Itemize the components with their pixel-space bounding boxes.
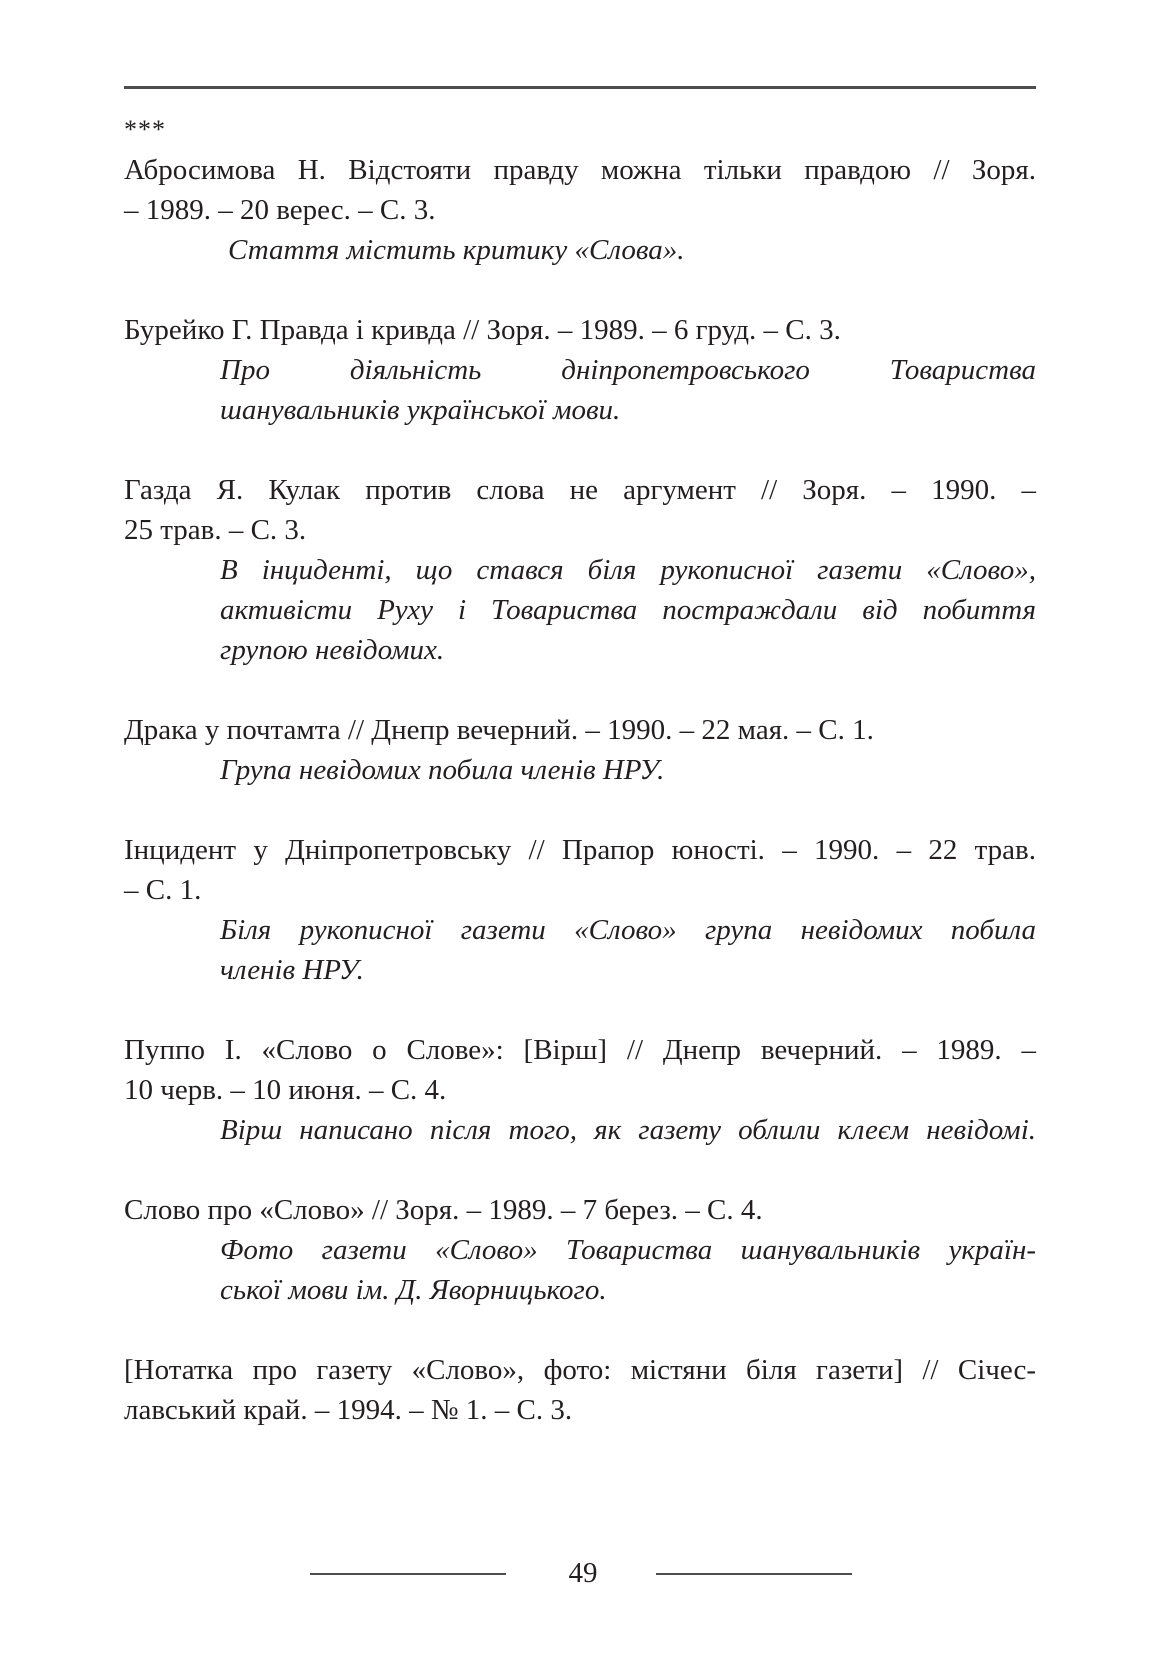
annotation <box>124 550 1036 670</box>
annotation-line: групою невідомих. <box>220 634 445 666</box>
bibliography-entry <box>124 150 1036 270</box>
citation-line: – 1989. – 20 верес. – С. 3. <box>124 194 436 226</box>
annotation <box>124 350 1036 430</box>
annotation <box>124 750 1036 790</box>
citation <box>124 150 1036 230</box>
annotation-line: Фото газети «Слово» Товариства шанувальників україн- <box>220 1234 1036 1266</box>
citation-line: Газда Я. Кулак против слова не аргумент // Зоря. – 1990. – <box>124 474 1036 506</box>
annotation-line: членів НРУ. <box>220 954 364 986</box>
citation-line: – С. 1. <box>124 874 202 906</box>
annotation <box>124 230 1036 270</box>
citation-line: 10 черв. – 10 июня. – С. 4. <box>124 1074 447 1106</box>
citation <box>124 1190 1036 1230</box>
citation-line: 25 трав. – С. 3. <box>124 514 307 546</box>
citation-line: Бурейко Г. Правда і кривда // Зоря. – 1989. – 6 груд. – С. 3. <box>124 314 841 346</box>
annotation <box>124 1110 1036 1150</box>
citation <box>124 470 1036 550</box>
citation-line: лавський край. – 1994. – № 1. – С. 3. <box>124 1394 573 1426</box>
bibliography-entry <box>124 1350 1036 1430</box>
citation-line: Слово про «Слово» // Зоря. – 1989. – 7 берез. – С. 4. <box>124 1194 763 1226</box>
citation <box>124 310 1036 350</box>
bibliography-entry <box>124 830 1036 990</box>
bibliography-entry <box>124 1190 1036 1310</box>
page-footer <box>0 1553 1166 1593</box>
citation-line: Інцидент у Дніпропетровську // Прапор юності. – 1990. – 22 трав. <box>124 834 1036 866</box>
section-separator: *** <box>124 115 166 144</box>
bibliography-entry <box>124 710 1036 790</box>
bibliography-list <box>124 110 1036 1470</box>
annotation <box>124 910 1036 990</box>
citation-line: [Нотатка про газету «Слово», фото: містяни біля газети] // Січес- <box>124 1354 1036 1386</box>
page-number: 49 <box>568 1557 598 1589</box>
bibliography-entry <box>124 1030 1036 1150</box>
annotation-line: Стаття містить критику «Слова». <box>228 234 685 266</box>
citation <box>124 1030 1036 1110</box>
citation <box>124 830 1036 910</box>
annotation-line: Про діяльність дніпропетровського Товариства <box>220 354 1036 386</box>
annotation-line: шанувальників української мови. <box>220 394 621 426</box>
annotation-line: Група невідомих побила членів НРУ. <box>220 754 665 786</box>
bibliography-entry <box>124 310 1036 430</box>
annotation-line: активісти Руху і Товариства постраждали від побиття <box>220 594 1036 626</box>
citation <box>124 710 1036 750</box>
citation-line: Драка у почтамта // Днепр вечерний. – 1990. – 22 мая. – С. 1. <box>124 714 874 746</box>
annotation-line: Вірш написано після того, як газету облили клеєм невідомі. <box>220 1114 1036 1146</box>
citation-line: Абросимова Н. Відстояти правду можна тільки правдою // Зоря. <box>124 154 1036 186</box>
top-rule <box>124 86 1036 89</box>
annotation-line: В інциденті, що стався біля рукописної газети «Слово», <box>220 554 1036 586</box>
footer-rule-left <box>310 1573 506 1575</box>
annotation-line: Біля рукописної газети «Слово» група невідомих побила <box>220 914 1036 946</box>
annotation-line: ської мови ім. Д. Яворницького. <box>220 1274 607 1306</box>
bibliography-entry <box>124 470 1036 670</box>
citation-line: Пуппо І. «Слово о Слове»: [Вірш] // Днепр вечерний. – 1989. – <box>124 1034 1036 1066</box>
footer-rule-right <box>656 1573 852 1575</box>
citation <box>124 1350 1036 1430</box>
annotation <box>124 1230 1036 1310</box>
